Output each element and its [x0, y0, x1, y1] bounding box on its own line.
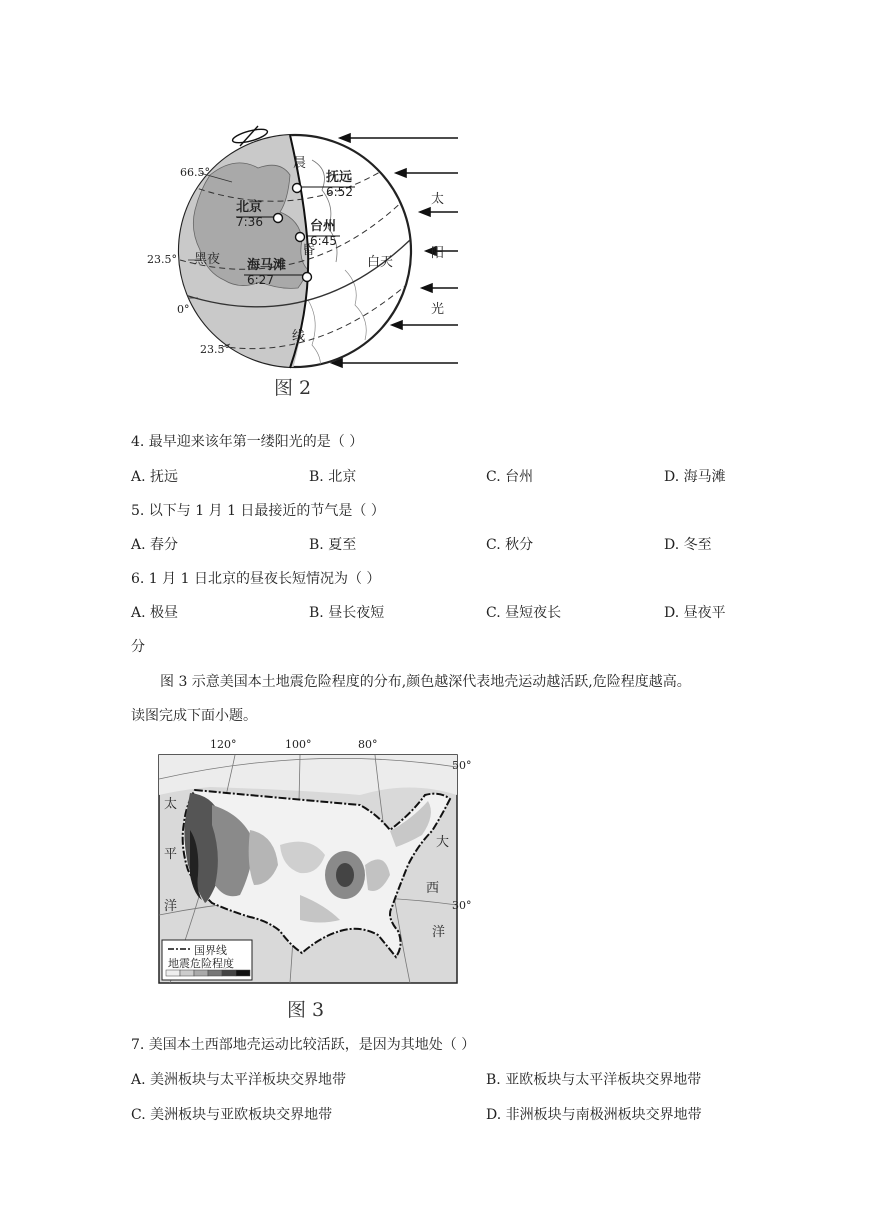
terminator-char-xian: 线	[292, 329, 306, 344]
place-name: 抚远	[326, 170, 353, 185]
question-7-option-a[interactable]: A. 美洲板块与太平洋板块交界地带	[131, 1072, 347, 1088]
question-6-stem: 6. 1 月 1 日北京的昼夜长短情况为（ ）	[131, 571, 381, 587]
question-5-stem: 5. 以下与 1 月 1 日最接近的节气是（ ）	[131, 503, 385, 519]
lat-label-23-5-s: 23.5°	[200, 343, 230, 356]
intro-line-1: 图 3 示意美国本土地震危险程度的分布,颜色越深代表地壳运动越活跃,危险程度越高。	[160, 674, 691, 690]
question-5-option-a[interactable]: A. 春分	[131, 537, 179, 553]
figure-2	[140, 120, 470, 400]
question-6-option-c[interactable]: C. 昼短夜长	[486, 605, 562, 621]
question-7-option-c[interactable]: C. 美洲板块与亚欧板块交界地带	[131, 1107, 333, 1123]
question-4-option-b[interactable]: B. 北京	[309, 469, 357, 485]
lat-label-30: 30°	[452, 899, 472, 912]
lon-label-120: 120°	[210, 738, 237, 751]
atlantic-char-2: 西	[426, 881, 440, 896]
day-label: 白天	[367, 255, 394, 270]
figure-3	[150, 735, 480, 995]
lat-label-23-5-n: 23.5°	[147, 253, 177, 266]
figure-2-caption: 图 2	[274, 377, 312, 399]
question-6-wrap: 分	[131, 639, 145, 655]
question-6-option-a[interactable]: A. 极昼	[131, 605, 179, 621]
legend-border: 国界线	[194, 944, 227, 957]
pacific-char-2: 平	[164, 847, 178, 862]
lat-label-66-5: 66.5°	[180, 166, 210, 179]
intro-line-2: 读图完成下面小题。	[131, 708, 257, 724]
place-fuyuan	[326, 171, 353, 199]
question-5-option-c[interactable]: C. 秋分	[486, 537, 534, 553]
atlantic-char-1: 大	[436, 835, 450, 850]
question-4-option-a[interactable]: A. 抚远	[131, 469, 179, 485]
sunlight-char-tai: 太	[431, 192, 445, 207]
legend-hazard: 地震危险程度	[168, 957, 234, 970]
sunlight-char-yang: 阳	[431, 246, 445, 261]
question-6-option-d[interactable]: D. 昼夜平	[664, 605, 726, 621]
lon-label-100: 100°	[285, 738, 312, 751]
terminator-char-hun: 昏	[302, 243, 316, 258]
place-beijing	[236, 201, 263, 229]
place-name: 海马滩	[247, 258, 287, 273]
question-7-stem: 7. 美国本土西部地壳运动比较活跃，是因为其地处（ ）	[131, 1037, 476, 1053]
question-4-stem: 4. 最早迎来该年第一缕阳光的是（ ）	[131, 434, 364, 450]
question-7-option-d[interactable]: D. 非洲板块与南极洲板块交界地带	[486, 1107, 702, 1123]
place-haimatan	[247, 259, 286, 287]
question-5-option-b[interactable]: B. 夏至	[309, 537, 357, 553]
place-time: 6:52	[326, 185, 353, 199]
terminator-char-chen: 晨	[293, 156, 307, 171]
atlantic-char-3: 洋	[432, 925, 446, 940]
lat-label-50: 50°	[452, 759, 472, 772]
place-time: 7:36	[236, 215, 263, 229]
place-name: 台州	[310, 219, 337, 234]
lat-label-0: 0°	[177, 303, 190, 316]
lon-label-80: 80°	[358, 738, 378, 751]
question-4-option-c[interactable]: C. 台州	[486, 469, 534, 485]
place-time: 6:27	[247, 273, 274, 287]
question-6-option-b[interactable]: B. 昼长夜短	[309, 605, 385, 621]
place-name: 北京	[236, 200, 263, 215]
pacific-char-3: 洋	[164, 899, 178, 914]
question-5-option-d[interactable]: D. 冬至	[664, 537, 712, 553]
question-7-option-b[interactable]: B. 亚欧板块与太平洋板块交界地带	[486, 1072, 702, 1088]
figure-3-caption: 图 3	[287, 999, 325, 1021]
place-time: 6:45	[310, 234, 337, 248]
pacific-char-1: 太	[164, 797, 178, 812]
question-4-option-d[interactable]: D. 海马滩	[664, 469, 726, 485]
sunlight-char-guang: 光	[431, 302, 445, 317]
night-label: 黑夜	[194, 252, 221, 267]
